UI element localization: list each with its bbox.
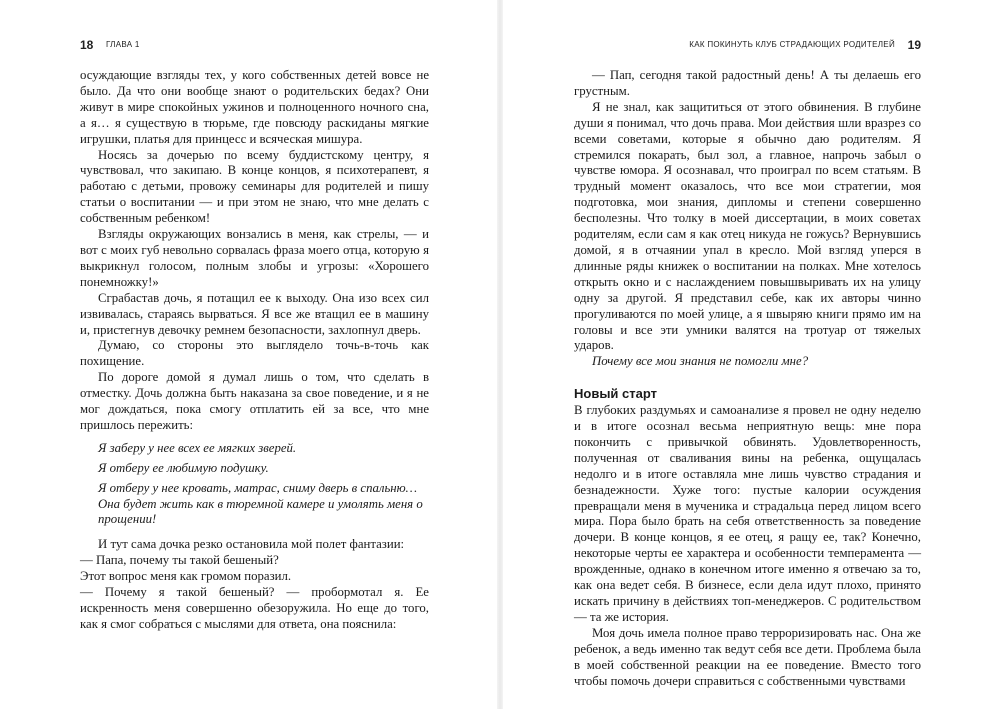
paragraph: Моя дочь имела полное право терроризировать нас. Она же ребенок, а ведь именно так ведут себя все дети. Проблема была в моей собственной реакции на ее поведение. Вместо того чтобы помочь дочери справиться с собственными чувствами [574,625,921,688]
chapter-title: ГЛАВА 1 [106,40,140,49]
paragraph: Думаю, со стороны это выглядело точь-в-точь как похищение. [80,338,429,369]
italic-question: Почему все мои знания не помогли мне? [592,354,809,369]
right-running-head [574,40,921,54]
quote-line: Я отберу ее любимую подушку. [98,460,269,475]
right-page [574,0,921,709]
left-page-text [80,68,429,633]
book-title: КАК ПОКИНУТЬ КЛУБ СТРАДАЮЩИХ РОДИТЕЛЕЙ [689,40,895,49]
dialogue-line: — Пап, сегодня такой радостный день! А ты делаешь его грустным. [574,68,921,98]
paragraph: осуждающие взгляды тех, у кого собственных детей вовсе не было. Да что они вообще знают о родительских бедах? Они живут в мире спокойных ужинов и полноценного ночного сна, а я… я существую в тюрьме, где повсюду раскиданы мягкие игрушки, платья для принцесс и всяческая мишура. [80,68,429,146]
left-page [80,0,429,709]
page-number-right: 19 [907,38,921,52]
quote-line: Я заберу у нее всех ее мягких зверей. [98,440,297,455]
paragraph: Я не знал, как защититься от этого обвинения. В глубине души я понимал, что дочь права. Мои действия шли вразрез со всеми советами, которые я обычно даю родителям. Я стремился покарать, был зол, а главное, напрочь забыл о чувстве юмора. Я осознавал, что проиграл по всем статьям. В трудный момент оказалось, что все мои стратегии, моя подготовка, мои знания, дипломы и степени совершенно бесполезны. Что толку в моей диссертации, в моих советах родителям, если сам я как отец никуда не гожусь? Вернувшись домой, я в отчаянии упал в кресло. Мой взгляд уперся в длинные ряды книжек о воспитании на полках. Мне хотелось открыть окно и с наслаждением повышвыривать их на улицу одну за другой. Я представил себе, как их авторы чинно прогуливаются по моей улице, а я швыряю книги прямо им на головы и все эти умники валятся на тротуар от тяжелых ударов. [574,99,921,353]
paragraph: И тут сама дочка резко остановила мой полет фантазии: [98,537,405,552]
book-gutter [497,0,503,709]
dialogue-line: — Папа, почему ты такой бешеный? [80,553,279,568]
paragraph: Взгляды окружающих вонзались в меня, как стрелы, — и вот с моих губ невольно сорвалась фраза моего отца, которую я выкрикнул голосом, полным злобы и угрозы: «Хорошего понемножку!» [80,227,429,289]
dialogue-line: — Почему я такой бешеный? — пробормотал я. Ее искренность меня совершенно обезоружила. Но еще до того, как я смог собраться с мыслями для ответа, она пояснила: [80,585,429,631]
paragraph: В глубоких раздумьях и самоанализе я провел не одну неделю и в итоге осознал весьма неприятную вещь: мне пора покончить с привычкой обвинять. Удовлетворенность, полученная от сваливания вины на ребенка, ощущалась недолго и в итоге оставляла мне лишь чувство страдания и безнадежности. Хуже того: пустые калории осуждения превращали меня в мученика и страдальца перед лицом всего мира. Пора было брать на себя ответственность за поведение дочери. В конце концов, я ее отец, я ращу ее, так? Конечно, некоторые черты ее характера и особенности темперамента — врожденные, однако в конечном итоге именно я отвечаю за то, как она ведет себя. В бизнесе, если дела идут плохо, принято искать причину в действиях топ-менеджеров. С родительством — та же история. [574,403,921,624]
quote-line: Я отберу у нее кровать, матрас, сниму дверь в спальню… Она будет жить как в тюремной камере и умолять меня о прощении! [98,480,423,527]
paragraph: По дороге домой я думал лишь о том, что сделать в отместку. Дочь должна быть наказана за свое поведение, и я не мог дождаться, пока смогу отплатить ей за все, что мне пришлось пережить: [80,370,429,432]
paragraph: Носясь за дочерью по всему буддистскому центру, я чувствовал, что закипаю. В конце концов, я психотерапевт, я работаю с детьми, провожу семинары для родителей и пишу статьи о воспитании — и при этом не знаю, что мне делать с собственным ребенком! [80,147,429,226]
page-number-left: 18 [80,38,94,52]
revenge-thoughts-quote [98,441,429,529]
dialogue-line: Этот вопрос меня как громом поразил. [80,569,292,584]
paragraph: Сграбастав дочь, я потащил ее к выходу. Она изо всех сил извивалась, стараясь вырваться. Я все же втащил ее в машину и, пристегнув девочку ремнем безопасности, захлопнул дверь. [80,290,429,337]
left-running-head [80,40,429,54]
right-page-text [574,68,921,689]
section-heading: Новый старт [574,386,657,402]
